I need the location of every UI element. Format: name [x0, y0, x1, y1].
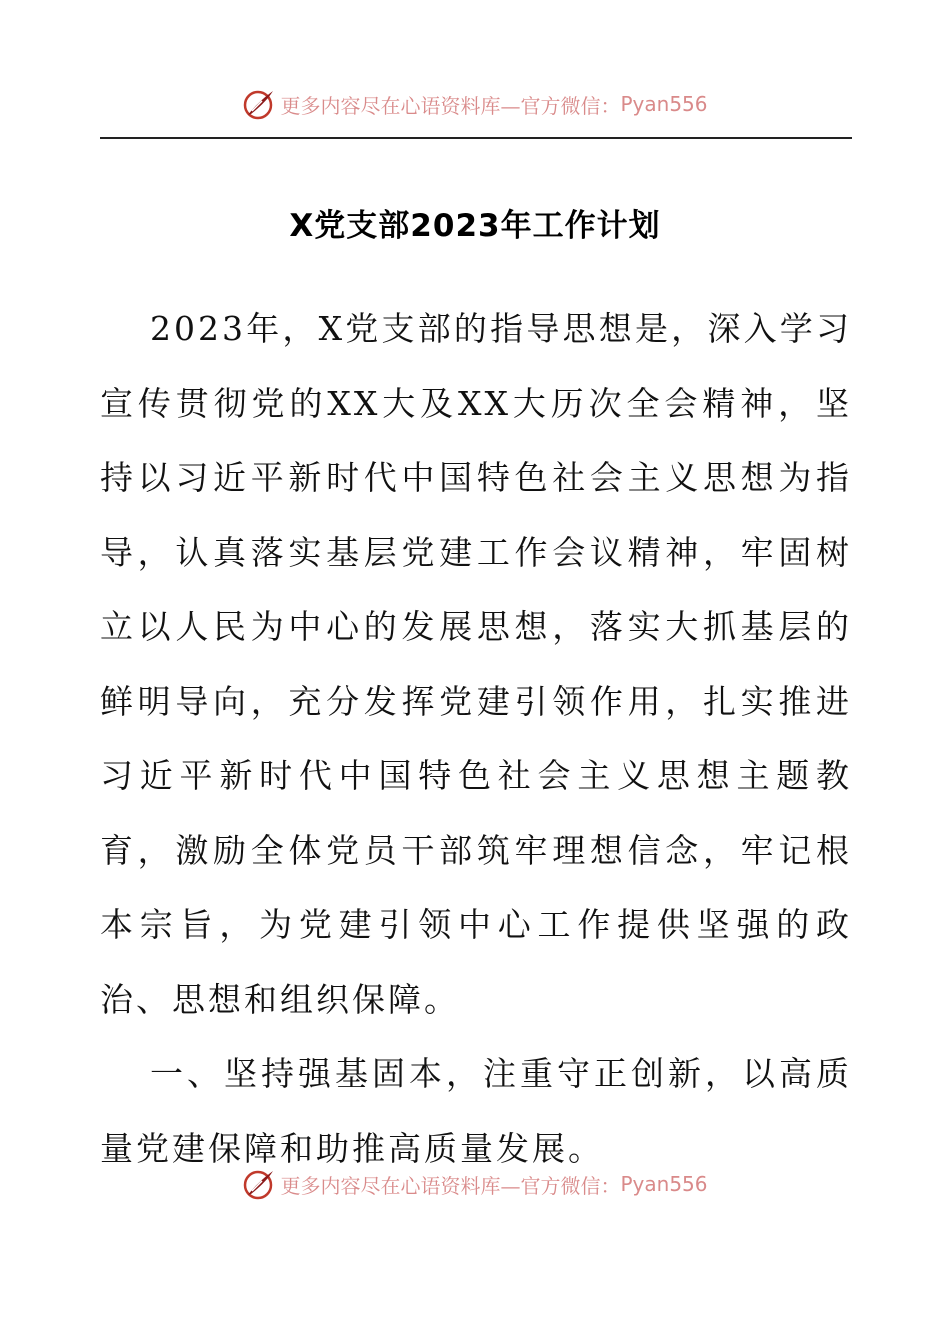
banner-text: 更多内容尽在心语资料库—官方微信：	[280, 93, 621, 118]
document-title: X党支部2023年工作计划	[289, 208, 661, 244]
paragraph: 2023年，X党支部的指导思想是，深入学习宣传贯彻党的XX大及XX大历次全会精神，坚持以习近平新时代中国特色社会主义思想为指导，认真落实基层党建工作会议精神，牢固树立以人民为中心的发展思想，落实大抓基层的鲜明导向，充分发挥党建引领作用，扎实推进习近平新时代中国特色社会主义思想主题教育，激励全体党员干部筑牢理想信念，牢记根本宗旨，为党建引领中心工作提供坚强的政治、思想和组织保障。	[100, 309, 852, 1019]
header-banner	[0, 84, 950, 124]
header-divider	[100, 137, 852, 139]
banner-text: 更多内容尽在心语资料库—官方微信：	[280, 1173, 621, 1198]
document-body	[100, 292, 852, 1186]
wechat-id: Pyan556	[620, 1172, 708, 1196]
wechat-id: Pyan556	[620, 92, 708, 116]
paragraph: 一、坚持强基固本，注重守正创新，以高质量党建保障和助推高质量发展。	[100, 1054, 852, 1168]
quill-logo-icon	[242, 87, 276, 121]
quill-logo-icon	[242, 1167, 276, 1201]
footer-banner	[0, 1164, 950, 1204]
